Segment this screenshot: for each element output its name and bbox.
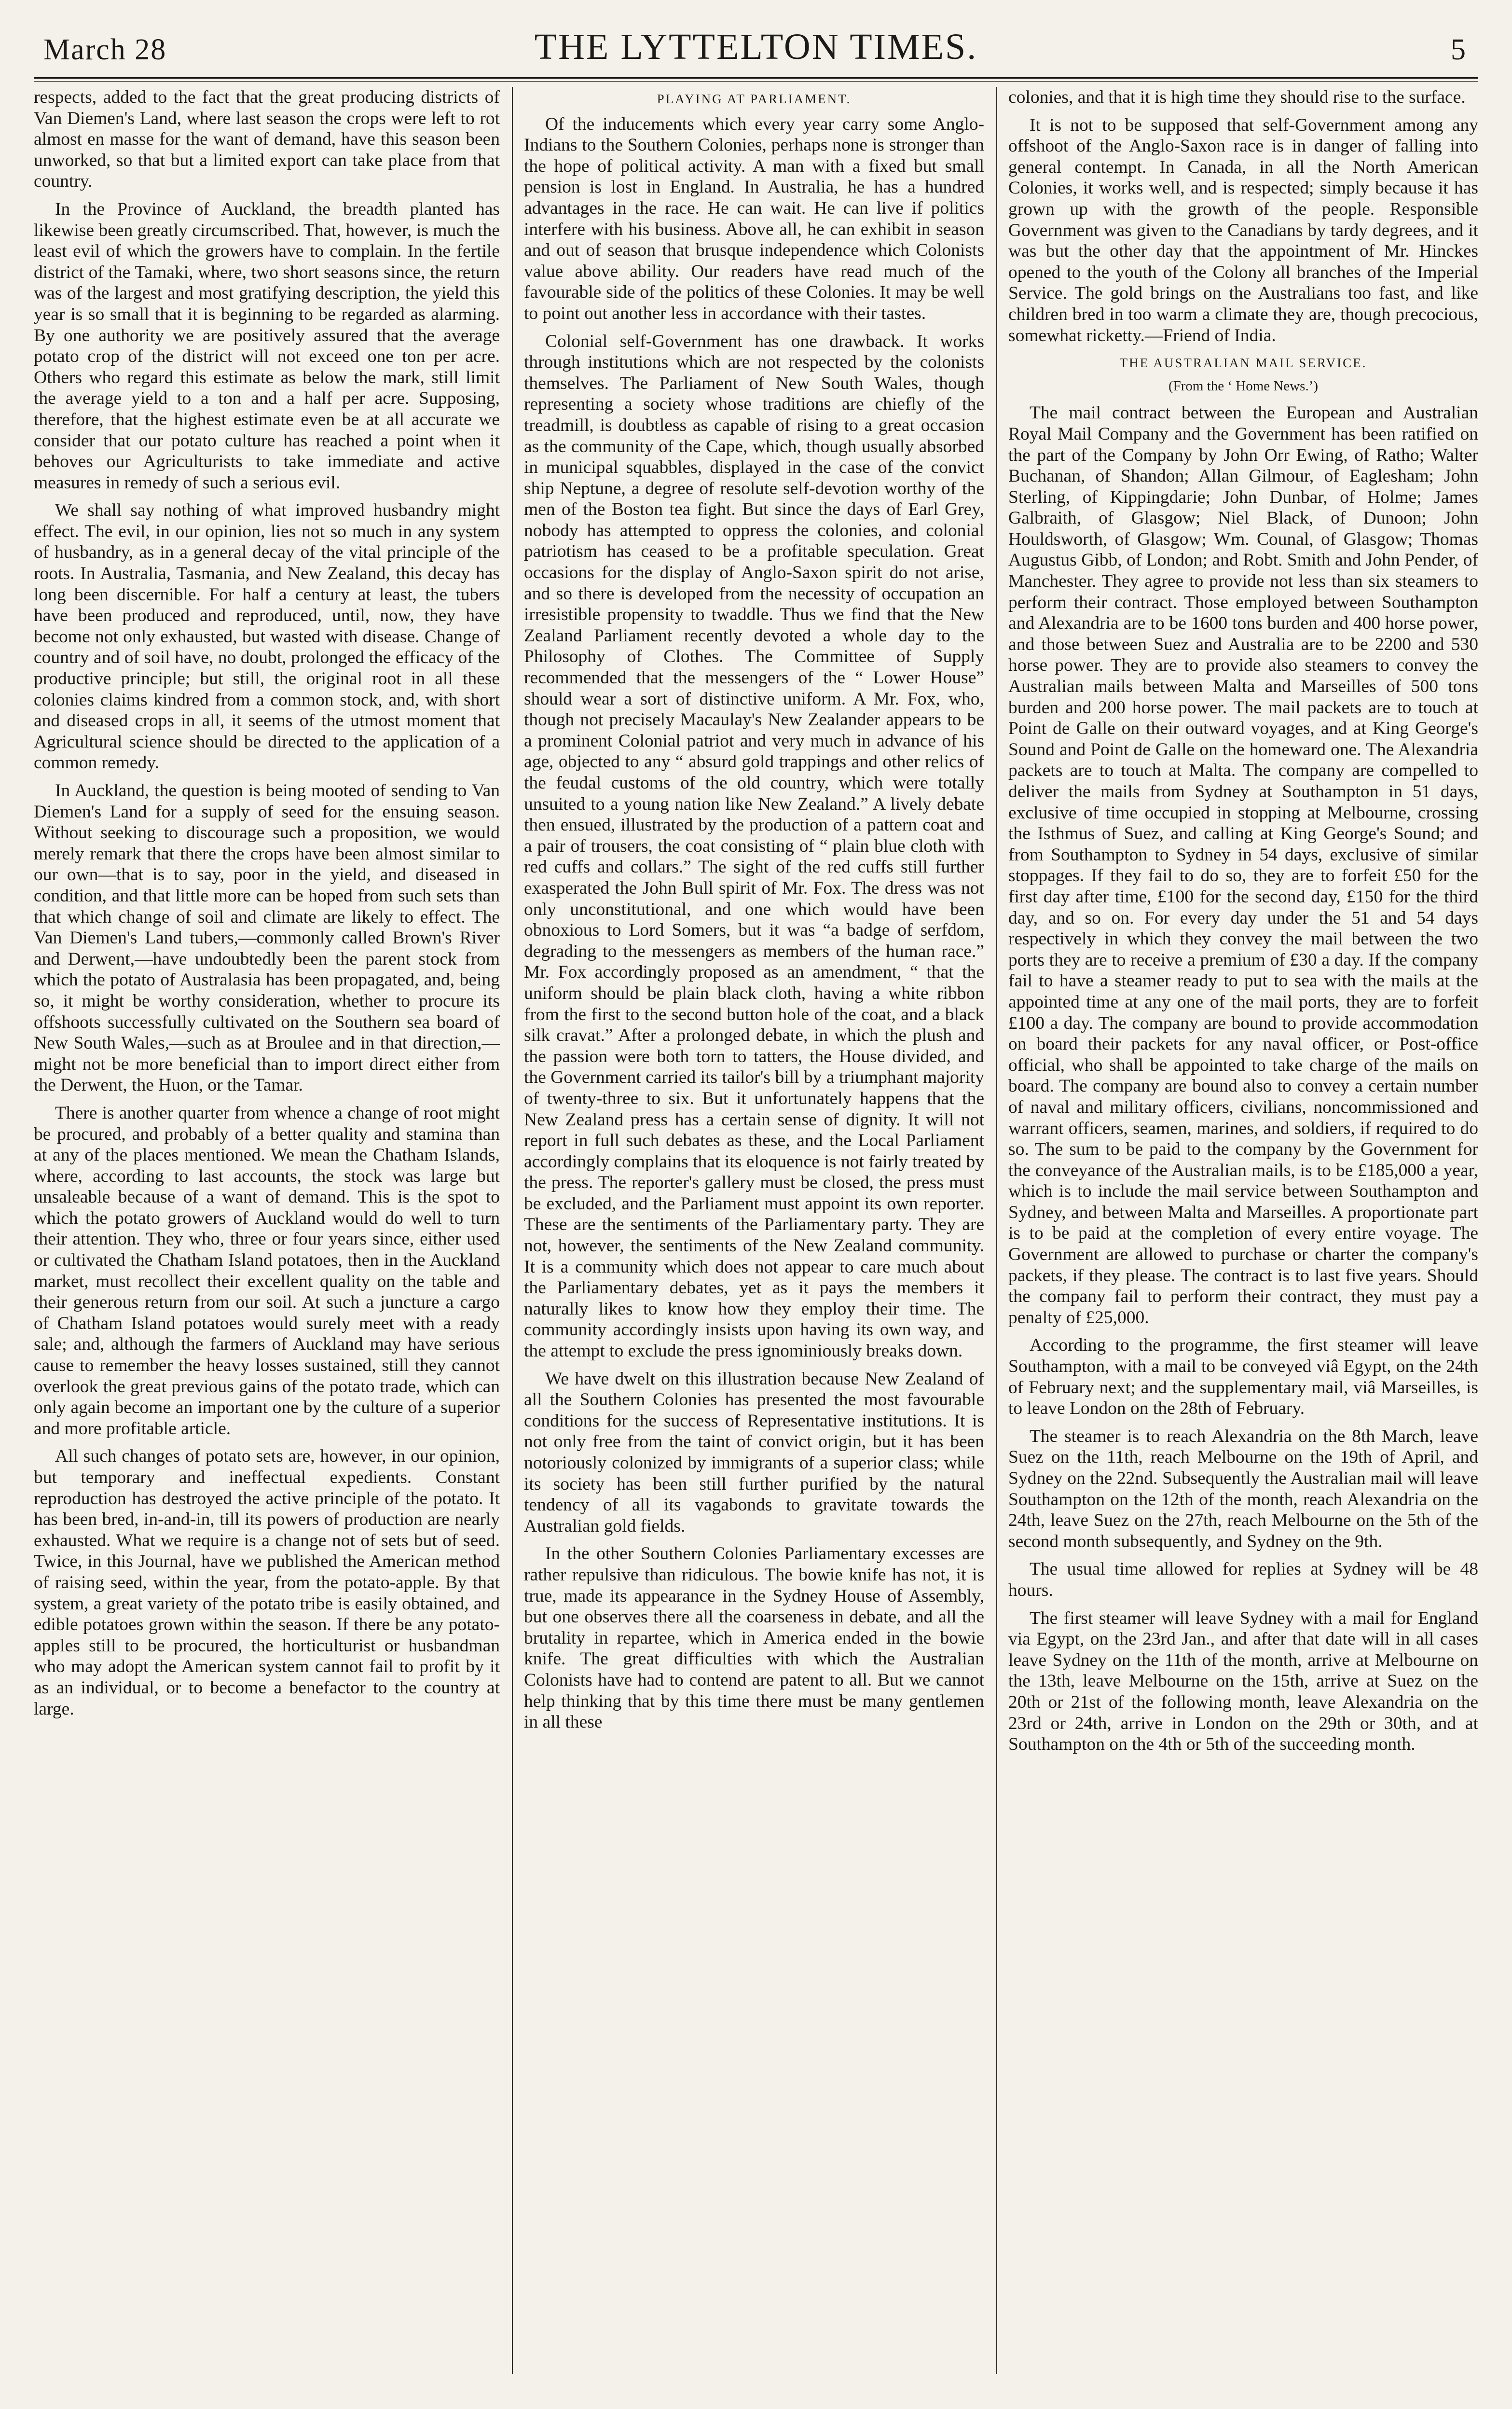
article-heading: THE AUSTRALIAN MAIL SERVICE.: [1119, 356, 1367, 371]
article-paragraph: The steamer is to reach Alexandria on the 8th March, leave Suez on the 11th, reach Melbourne on the 19th of April, and Sydney on the 22nd. Subsequently the Australian mail will leave Southampton on the 12th of the month, reach Alexandria on the 24th, leave Suez on the 27th, reach Melbourne on the 5th of the second month subsequently, and Sydney on the 9th.: [1008, 1426, 1478, 1551]
article-paragraph: In Auckland, the question is being mooted of sending to Van Diemen's Land for a supply of seed for the ensuing season. Without seeking to discourage such a proposition, we would merely remark that there the crops have been almost similar to our own—that is to say, poor in the yield, and diseased in condition, and that little more can be hoped from such sets than that which change of soil and climate are likely to effect. The Van Diemen's Land tubers,—commonly called Brown's River and Derwent,—have undoubtedly been the parent stock from which the potato of Australasia has been propagated, and, being so, it might be worthy consideration, whether to procure its offshoots successfully cultivated on the Southern sea board of New South Wales,—such as at Broulee and in that direction,—might not be more beneficial than to import direct either from the Derwent, the Huon, or the Tamar.: [34, 781, 500, 1095]
article-paragraph: According to the programme, the first steamer will leave Southampton, with a mail to be conveyed viâ Egypt, on the 24th of February next; and the supplementary mail, viâ Marseilles, is to leave London on the 28th of February.: [1008, 1335, 1478, 1419]
page-number: 5: [1451, 33, 1466, 66]
newspaper-title: THE LYTTELTON TIMES.: [534, 27, 978, 67]
column-1-potato-article: [34, 87, 506, 2384]
column-3-mail-service: [1003, 87, 1478, 2384]
newspaper-page: [34, 19, 1478, 2390]
issue-date: March 28: [43, 33, 167, 66]
article-paragraph: The usual time allowed for replies at Sydney will be 48 hours.: [1008, 1559, 1478, 1600]
article-paragraph: The mail contract between the European and Australian Royal Mail Company and the Government has been ratified on the part of the Company by John Orr Ewing, of Ratho; Walter Buchanan, of Shandon; Allan Gilmour, of Eaglesham; John Sterling, of Kippingdarie; John Dunbar, of Holme; James Galbraith, of Glasgow; Niel Black, of Dunoon; John Houldsworth, of Glasgow; Wm. Counal, of Glasgow; Thomas Augustus Gibb, of London; and Robt. Smith and John Pender, of Manchester. They agree to provide not less than six steamers to perform their contract. Those employed between Southampton and Alexandria are to be 1600 tons burden and 400 horse power, and those between Suez and Australia are to be 2200 and 530 horse power. They are to provide also steamers to convey the Australian mails between Malta and Marseilles of 500 tons burden and 200 horse power. The mail packets are to touch at Point de Galle on their outward voyages, and at King George's Sound and Point de Galle on the homeward one. The Alexandria packets are to touch at Malta. The company are compelled to deliver the mails from Sydney at Southampton in 51 days, exclusive of time occupied in stopping at Melbourne, crossing the Isthmus of Suez, and calling at King George's Sound; and from Southampton to Sydney in 54 days, exclusive of similar stoppages. If they fail to do so, they are to forfeit £50 for the first day after time, £100 for the second day, £150 for the third day, and so on. For every day under the 51 and 54 days respectively in which they convey the mail between the two ports they are to receive a premium of £30 a day. If the company fail to have a steamer ready to put to sea with the mails at the appointed time at any one of the mail ports, they are to forfeit £100 a day. The company are bound to provide accommodation on board their packets for any naval officer, or Post-office official, who shall be appointed to take charge of the mails on board. The company are bound also to convey a certain number of naval and military officers, civilians, noncommissioned and warrant officers, seamen, marines, and soldiers, if required to do so. The sum to be paid to the company by the Government for the conveyance of the Australian mails, is to be £185,000 a year, which is to include the mail service between Southampton and Sydney, and between Malta and Marseilles. A proportionate part is to be paid at the completion of every entire voyage. The Government are allowed to purchase or charter the company's packets, if they please. The contract is to last five years. Should the company fail to perform their contract, they must pay a penalty of £25,000.: [1008, 403, 1478, 1328]
article-paragraph: It is not to be supposed that self-Government among any offshoot of the Anglo-Saxon race is in danger of falling into general contempt. In Canada, in all the North American Colonies, it works well, and is respected; simply because it has grown up with the growth of the people. Responsible Government was given to the Canadians by tardy degrees, and it was but the other day that the appointment of Mr. Hinckes opened to the youth of the Colony all branches of the Imperial Service. The gold brings on the Australians too fast, and like children bred in too warm a climate they are, though precocious, somewhat ricketty.—Friend of India.: [1008, 115, 1478, 346]
article-paragraph: We have dwelt on this illustration because New Zealand of all the Southern Colonies has presented the most favourable conditions for the success of Representative institutions. It is not only free from the taint of convict origin, but it has been notoriously colonized by immigrants of a superior class; while its society has been still further purified by the natural tendency of all its vagabonds to gravitate towards the Australian gold fields.: [524, 1369, 984, 1536]
article-source: (From the ‘ Home News.’): [1168, 378, 1319, 394]
article-paragraph: Colonial self-Government has one drawback. It works through institutions which are not respected by the colonists themselves. The Parliament of New South Wales, though representing a society whose traditions are chiefly of the treadmill, is doubtless as capable of rising to a great occasion as the community of the Cape, which, though usually absorbed in municipal squabbles, displayed in the case of the convict ship Neptune, a degree of resolute self-devotion worthy of the men of the Boston tea fight. But since the days of Earl Grey, nobody has attempted to oppress the colonies, and colonial patriotism has ceased to be a profitable speculation. Great occasions for the display of Anglo-Saxon spirit do not arise, and so there is developed from the necessity of occupation an irresistible propensity to twaddle. Thus we find that the New Zealand Parliament recently devoted a whole day to the Philosophy of Clothes. The Committee of Supply recommended that the messengers of the “ Lower House” should wear a sort of distinctive uniform. A Mr. Fox, who, though not precisely Macaulay's New Zealander appears to be a prominent Colonial patriot and very much in advance of his age, objected to any “ absurd gold trappings and other relics of the feudal customs of the old country, which were totally unsuited to a young nation like New Zealand.” A lively debate then ensued, illustrated by the production of a pattern coat and a pair of trousers, the coat consisting of “ plain blue cloth with red cuffs and collars.” The sight of the red cuffs still further exasperated the John Bull spirit of Mr. Fox. The dress was not only unconstitutional, and one which would have been obnoxious to Lord Somers, but it was “a badge of serfdom, degrading to the messengers as members of the human race.” Mr. Fox accordingly proposed as an amendment, “ that the uniform should be plain black cloth, having a white ribbon from the first to the second button hole of the coat, and a black silk cravat.” After a prolonged debate, in which the plush and the passion were both torn to tatters, the House divided, and the Government carried its tailor's bill by a triumphant majority of twenty-three to six. But it unfortunately happens that the New Zealand press has a certain sense of dignity. It will not report in full such debates as these, and the Local Parliament accordingly complains that its eloquence is not fairly treated by the press. The reporter's gallery must be closed, the press must be excluded, and the Parliament must appoint its own reporter. These are the sentiments of the Parliamentary party. They are not, however, the sentiments of the New Zealand community. It is a community which does not appear to care much about the Parliamentary debates, yet as it pays the members it naturally likes to know how they employ their time. The community accordingly insists upon having its own way, and the attempt to exclude the press ignominiously breaks down.: [524, 331, 984, 1361]
article-paragraph: respects, added to the fact that the great producing districts of Van Diemen's Land, where last season the crops were left to rot almost en masse for the want of demand, have this season been unworked, so that but a limited export can take place from that country.: [34, 87, 500, 192]
article-paragraph: In the Province of Auckland, the breadth planted has likewise been greatly circumscribed. That, however, is much the least evil of which the growers have to complain. In the fertile district of the Tamaki, where, two short seasons since, the return was of the largest and most gratifying description, the yield this year is so small that it is beginning to be regarded as alarming. By one authority we are positively assured that the average potato crop of the district will not exceed one ton per acre. Others who regard this estimate as below the mark, still limit the average yield to a ton and a half per acre. Supposing, therefore, that the highest estimate even be at all accurate we consider that our potato culture has reached a point when it behoves our Agriculturists to take immediate and active measures in remedy of such a serious evil.: [34, 199, 500, 493]
article-paragraph: In the other Southern Colonies Parliamentary excesses are rather repulsive than ridiculous. The bowie knife has not, it is true, made its appearance in the Sydney House of Assembly, but one observes there all the coarseness in debate, and all the brutality in repartee, which in America ended in the bowie knife. The great difficulties with which the Australian Colonists have had to contend are patent to all. But we cannot help thinking that by this time there must be many gentlemen in all these: [524, 1544, 984, 1732]
article-paragraph: Of the inducements which every year carry some Anglo-Indians to the Southern Colonies, perhaps none is stronger than the hope of political activity. A man with a fixed but small pension is lost in England. In Australia, he has a hundred advantages in the race. He can wait. He can live if politics interfere with his business. Above all, he can exhibit in season and out of season that brusque independence which Colonists value above ability. Our readers have read much of the favourable side of the politics of these Colonies. It may be well to point out another less in accordance with their tastes.: [524, 114, 984, 323]
article-paragraph: There is another quarter from whence a change of root might be procured, and probably of a better quality and stamina than at any of the places mentioned. We mean the Chatham Islands, where, according to last accounts, the stock was large but unsaleable because of a want of demand. This is the spot to which the potato growers of Auckland would do well to turn their attention. They who, three or four years since, either used or cultivated the Chatham Island potatoes, then in the Auckland market, must recollect their excellent quality on the table and their generous return from our soil. At such a juncture a cargo of Chatham Island potatoes would surely meet with a ready sale; and, although the farmers of Auckland may have serious cause to remember the heavy losses sustained, still they cannot overlook the great previous gains of the potato trade, which can only again become an important one by the culture of a superior and more profitable article.: [34, 1103, 500, 1439]
article-paragraph: We shall say nothing of what improved husbandry might effect. The evil, in our opinion, lies not so much in any system of husbandry, as in a general decay of the vital principle of the roots. In Australia, Tasmania, and New Zealand, this decay has long been discernible. For half a century at least, the tubers have been produced and reproduced, until, now, they have become not only exhausted, but wasted with disease. Change of country and of soil have, no doubt, prolonged the efficacy of the productive principle; but still, the original root in all these colonies claims kindred from a common stock, and, with short and diseased crops in all, it seems of the utmost moment that Agricultural science should be directed to the application of a common remedy.: [34, 500, 500, 773]
article-paragraph: All such changes of potato sets are, however, in our opinion, but temporary and ineffectual expedients. Constant reproduction has destroyed the active principle of the potato. It has been bred, in-and-in, till its powers of production are nearly exhausted. What we require is a change not of sets but of seed. Twice, in this Journal, have we published the American method of raising seed, within the year, from the potato-apple. By that system, a great variety of the potato tribe is easily obtained, and edible potatoes grown within the season. If there be any potato-apples still to be procured, the horticulturist or husbandman who may adopt the American system cannot fail to profit by it as an individual, or to become a benefactor to the country at large.: [34, 1446, 500, 1719]
column-2-parliament-article: [518, 87, 990, 2384]
article-paragraph: The first steamer will leave Sydney with a mail for England via Egypt, on the 23rd Jan., and after that date will in all cases leave Sydney on the 11th of the month, arrive at Melbourne on the 13th, leave Melbourne on the 15th, arrive at Suez on the 20th or 21st of the following month, leave Alexandria on the 23rd or 24th, arrive in London on the 29th or 30th, and at Southampton on the 4th or 5th of the succeeding month.: [1008, 1608, 1478, 1755]
article-heading: PLAYING AT PARLIAMENT.: [657, 92, 852, 106]
masthead-rule: [34, 77, 1478, 79]
masthead-rule-thin: [34, 81, 1478, 82]
article-paragraph: colonies, and that it is high time they should rise to the surface.: [1008, 87, 1466, 107]
columns: [34, 87, 1478, 2384]
masthead: [34, 19, 1478, 76]
